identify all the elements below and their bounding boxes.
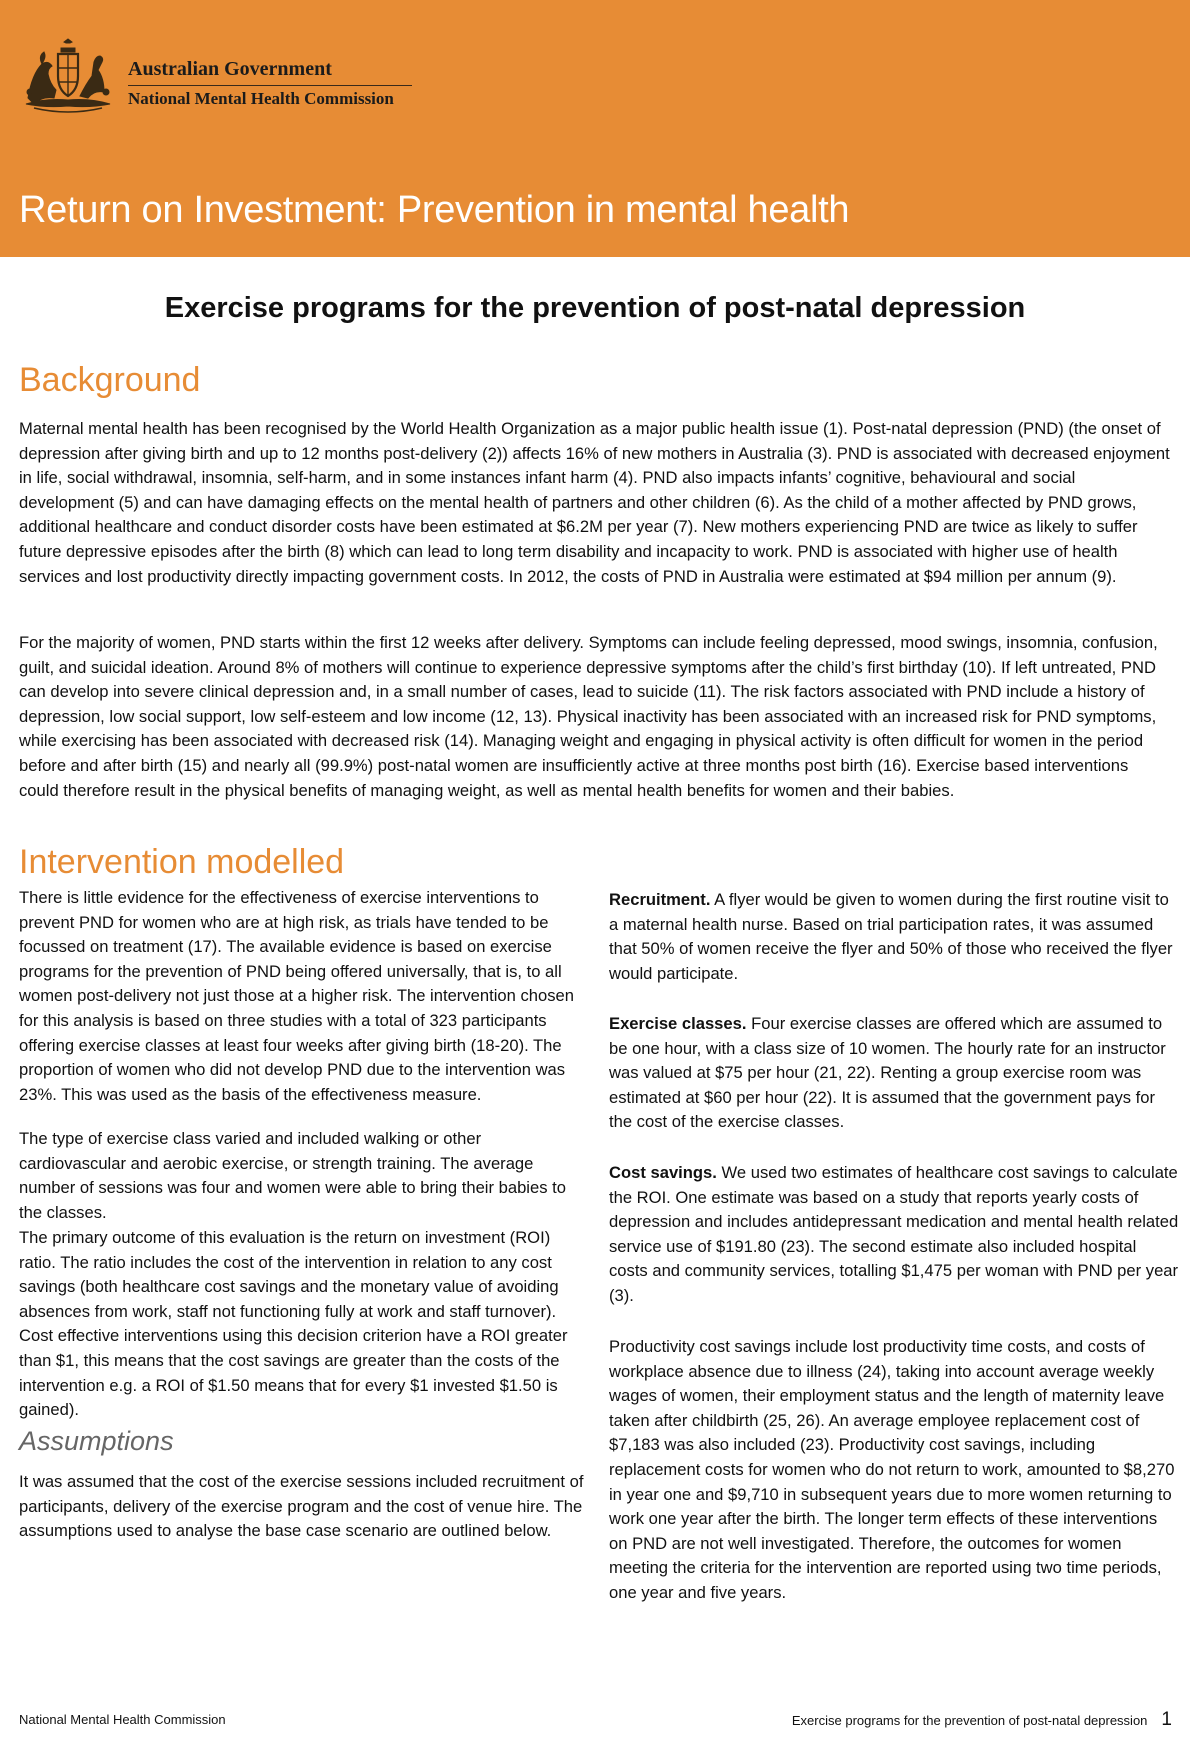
commission-name: National Mental Health Commission xyxy=(128,89,394,108)
government-name: Australian Government xyxy=(128,58,332,80)
footer-document-title xyxy=(792,1709,1172,1731)
productivity-paragraph: Productivity cost savings include lost productivity time costs, and costs of workplace absence due to illness (24), taking into account average weekly wages of women, their employment status and the length of maternity leave taken after childbirth (25, 26). An average employee replacement cost of $7,183 was also included (23). Productivity cost savings, including replacement costs for women who do not return to work, amounted to $8,270 in year one and $9,710 in subsequent years due to more women returning to work one year after the birth. The longer term effects of these interventions on PND are not well investigated. Therefore, the outcomes for women meeting the criteria for the intervention are reported using two time periods, one year and five years. xyxy=(609,1337,1175,1602)
exercise-classes-paragraph xyxy=(609,1012,1179,1135)
background-heading: Background xyxy=(19,361,201,399)
background-paragraph-2: For the majority of women, PND starts within the first 12 weeks after delivery. Symptoms can include feeling depressed, mood swings, insomnia, confusion, guilt, and suicidal ideation. Around 8% of mothers will continue to experience depressive symptoms after the child’s first birthday (10). If left untreated, PND can develop into severe clinical depression and, in a small number of cases, lead to suicide (11). The risk factors associated with PND include a history of depression, low social support, low self-esteem and low income (12, 13). Physical inactivity has been associated with an increased risk for PND symptoms, while exercising has been associated with decreased risk (14). Managing weight and engaging in physical activity is often difficult for women in the period before and after birth (15) and nearly all (99.9%) post-natal women are insufficiently active at three months post birth (16). Exercise based interventions could therefore result in the physical benefits of managing weight, as well as mental health benefits for women and their babies. xyxy=(19,633,1158,800)
intervention-paragraph-2: The type of exercise class varied and included walking or other cardiovascular and aerobic exercise, or strength training. The average number of sessions was four and women were able to bring their babies to the classes. xyxy=(19,1129,566,1222)
assumptions-heading: Assumptions xyxy=(19,1426,174,1456)
page-title: Exercise programs for the prevention of post-natal depression xyxy=(164,292,1026,324)
recruitment-label: Recruitment. xyxy=(609,890,711,909)
header-banner xyxy=(0,0,1190,257)
recruitment-text: A flyer would be given to women during the first routine visit to a maternal health nurse. Based on trial participation rates, it was assumed that 50% of women receive the flyer and 50% of those who received the flyer would participate. xyxy=(609,890,1173,983)
background-paragraph-1: Maternal mental health has been recognised by the World Health Organization as a major public health issue (1). Post-natal depression (PND) (the onset of depression after giving birth and up to 12 months post-delivery (2)) affects 16% of new mothers in Australia (3). PND is associated with decreased enjoyment in life, social withdrawal, insomnia, self-harm, and in some instances infant harm (4). PND also impacts infants’ cognitive, behavioural and social development (5) and can have damaging effects on the mental health of partners and other children (6). As the child of a mother affected by PND grows, additional healthcare and conduct disorder costs have been estimated at $6.2M per year (7). New mothers experiencing PND are twice as likely to suffer future depressive episodes after the birth (8) which can lead to long term disability and incapacity to work. PND is associated with higher use of health services and lost productivity directly impacting government costs. In 2012, the costs of PND in Australia were estimated at $94 million per annum (9). xyxy=(19,419,1170,586)
divider xyxy=(128,85,412,86)
cost-savings-paragraph xyxy=(609,1161,1179,1309)
intervention-paragraph-3: The primary outcome of this evaluation is the return on investment (ROI) ratio. The ratio includes the cost of the intervention in relation to any cost savings (both healthcare cost savings and the monetary value of avoiding absences from work, staff not functioning fully at work and staff turnover). Cost effective interventions using this decision criterion have a ROI greater than $1, this means that the cost savings are greater than the costs of the intervention e.g. a ROI of $1.50 means that for every $1 invested $1.50 is gained). xyxy=(19,1228,568,1420)
cost-savings-label: Cost savings. xyxy=(609,1163,717,1182)
coat-of-arms-icon xyxy=(20,38,116,116)
page-number: 1 xyxy=(1161,1709,1172,1730)
exercise-classes-text: Four exercise classes are offered which are assumed to be one hour, with a class size of 10 women. The hourly rate for an instructor was valued at $75 per hour (21, 22). Renting a group exercise room was estimated at $60 per hour (22). It is assumed that the government pays for the cost of the exercise classes. xyxy=(609,1014,1166,1132)
intervention-paragraph-1: There is little evidence for the effectiveness of exercise interventions to prevent PND for women who are at high risk, as trials have tended to be focussed on treatment (17). The available evidence is based on exercise programs for the prevention of PND being offered universally, that is, to all women post-delivery not just those at a higher risk. The intervention chosen for this analysis is based on three studies with a total of 323 participants offering exercise classes at least four weeks after giving birth (18-20). The proportion of women who did not develop PND due to the intervention was 23%. This was used as the basis of the effectiveness measure. xyxy=(19,888,574,1104)
footer-organisation: National Mental Health Commission xyxy=(19,1712,226,1727)
cost-savings-text: We used two estimates of healthcare cost savings to calculate the ROI. One estimate was based on a study that reports yearly costs of depression and includes antidepressant medication and mental health related service use of $191.80 (23). The second estimate also included hospital costs and community services, totalling $1,475 per woman with PND per year (3). xyxy=(609,1163,1179,1305)
exercise-classes-label: Exercise classes. xyxy=(609,1014,747,1033)
recruitment-paragraph xyxy=(609,888,1179,986)
banner-title: Return on Investment: Prevention in mental health xyxy=(19,189,850,231)
intervention-heading: Intervention modelled xyxy=(19,843,345,881)
footer-title-text: Exercise programs for the prevention of post-natal depression xyxy=(791,1713,1148,1728)
assumptions-paragraph: It was assumed that the cost of the exercise sessions included recruitment of participants, delivery of the exercise program and the cost of venue hire. The assumptions used to analyse the base case scenario are outlined below. xyxy=(19,1472,584,1541)
